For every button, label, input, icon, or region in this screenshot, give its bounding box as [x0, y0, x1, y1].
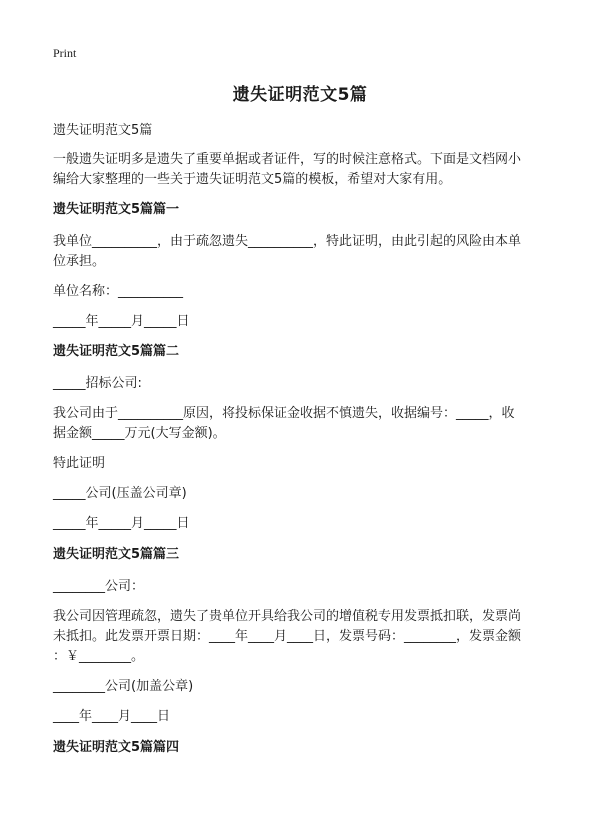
section-2-company: _____招标公司: [53, 376, 142, 391]
section-2-line-2: 据金额_____万元(大写金额)。 [53, 426, 226, 441]
print-link[interactable]: Print [53, 46, 77, 60]
intro-subtitle: 遗失证明范文5篇 [53, 123, 153, 138]
section-1-unit-name: 单位名称：__________ [53, 284, 184, 299]
section-3-heading: 遗失证明范文5篇篇三 [53, 547, 180, 562]
section-2-seal: _____公司(压盖公司章) [53, 486, 187, 501]
section-3-line-3: ：￥________。 [53, 649, 145, 664]
section-2-line-1: 我公司由于__________原因，将投标保证金收据不慎遗失，收据编号：_____，收 [53, 406, 515, 421]
section-4-heading: 遗失证明范文5篇篇四 [53, 740, 180, 755]
section-1-date: _____年_____月_____日 [53, 314, 190, 329]
section-1-line-1: 我单位__________，由于疏忽遗失__________，特此证明，由此引起的风险由本单 [53, 234, 522, 249]
section-3-company: ________公司： [53, 579, 145, 594]
section-1-line-2: 位承担。 [53, 254, 106, 269]
section-2-certify: 特此证明 [53, 456, 106, 471]
section-3-line-1: 我公司因管理疏忽，遗失了贵单位开具给我公司的增值税专用发票抵扣联，发票尚 [53, 609, 522, 624]
document-title: 遗失证明范文5篇 [232, 85, 368, 105]
section-1-heading: 遗失证明范文5篇篇一 [53, 202, 180, 217]
section-3-date: ____年____月____日 [53, 709, 171, 724]
section-2-heading: 遗失证明范文5篇篇二 [53, 344, 180, 359]
intro-paragraph-line-1: 一般遗失证明多是遗失了重要单据或者证件，写的时候注意格式。下面是文档网小 [53, 152, 522, 167]
section-2-date: _____年_____月_____日 [53, 516, 190, 531]
section-3-seal: ________公司(加盖公章) [53, 679, 194, 694]
section-3-line-2: 未抵扣。此发票开票日期：____年____月____日，发票号码：________，发票金额 [53, 629, 522, 644]
intro-paragraph-line-2: 编给大家整理的一些关于遗失证明范文5篇的模板，希望对大家有用。 [53, 172, 452, 187]
